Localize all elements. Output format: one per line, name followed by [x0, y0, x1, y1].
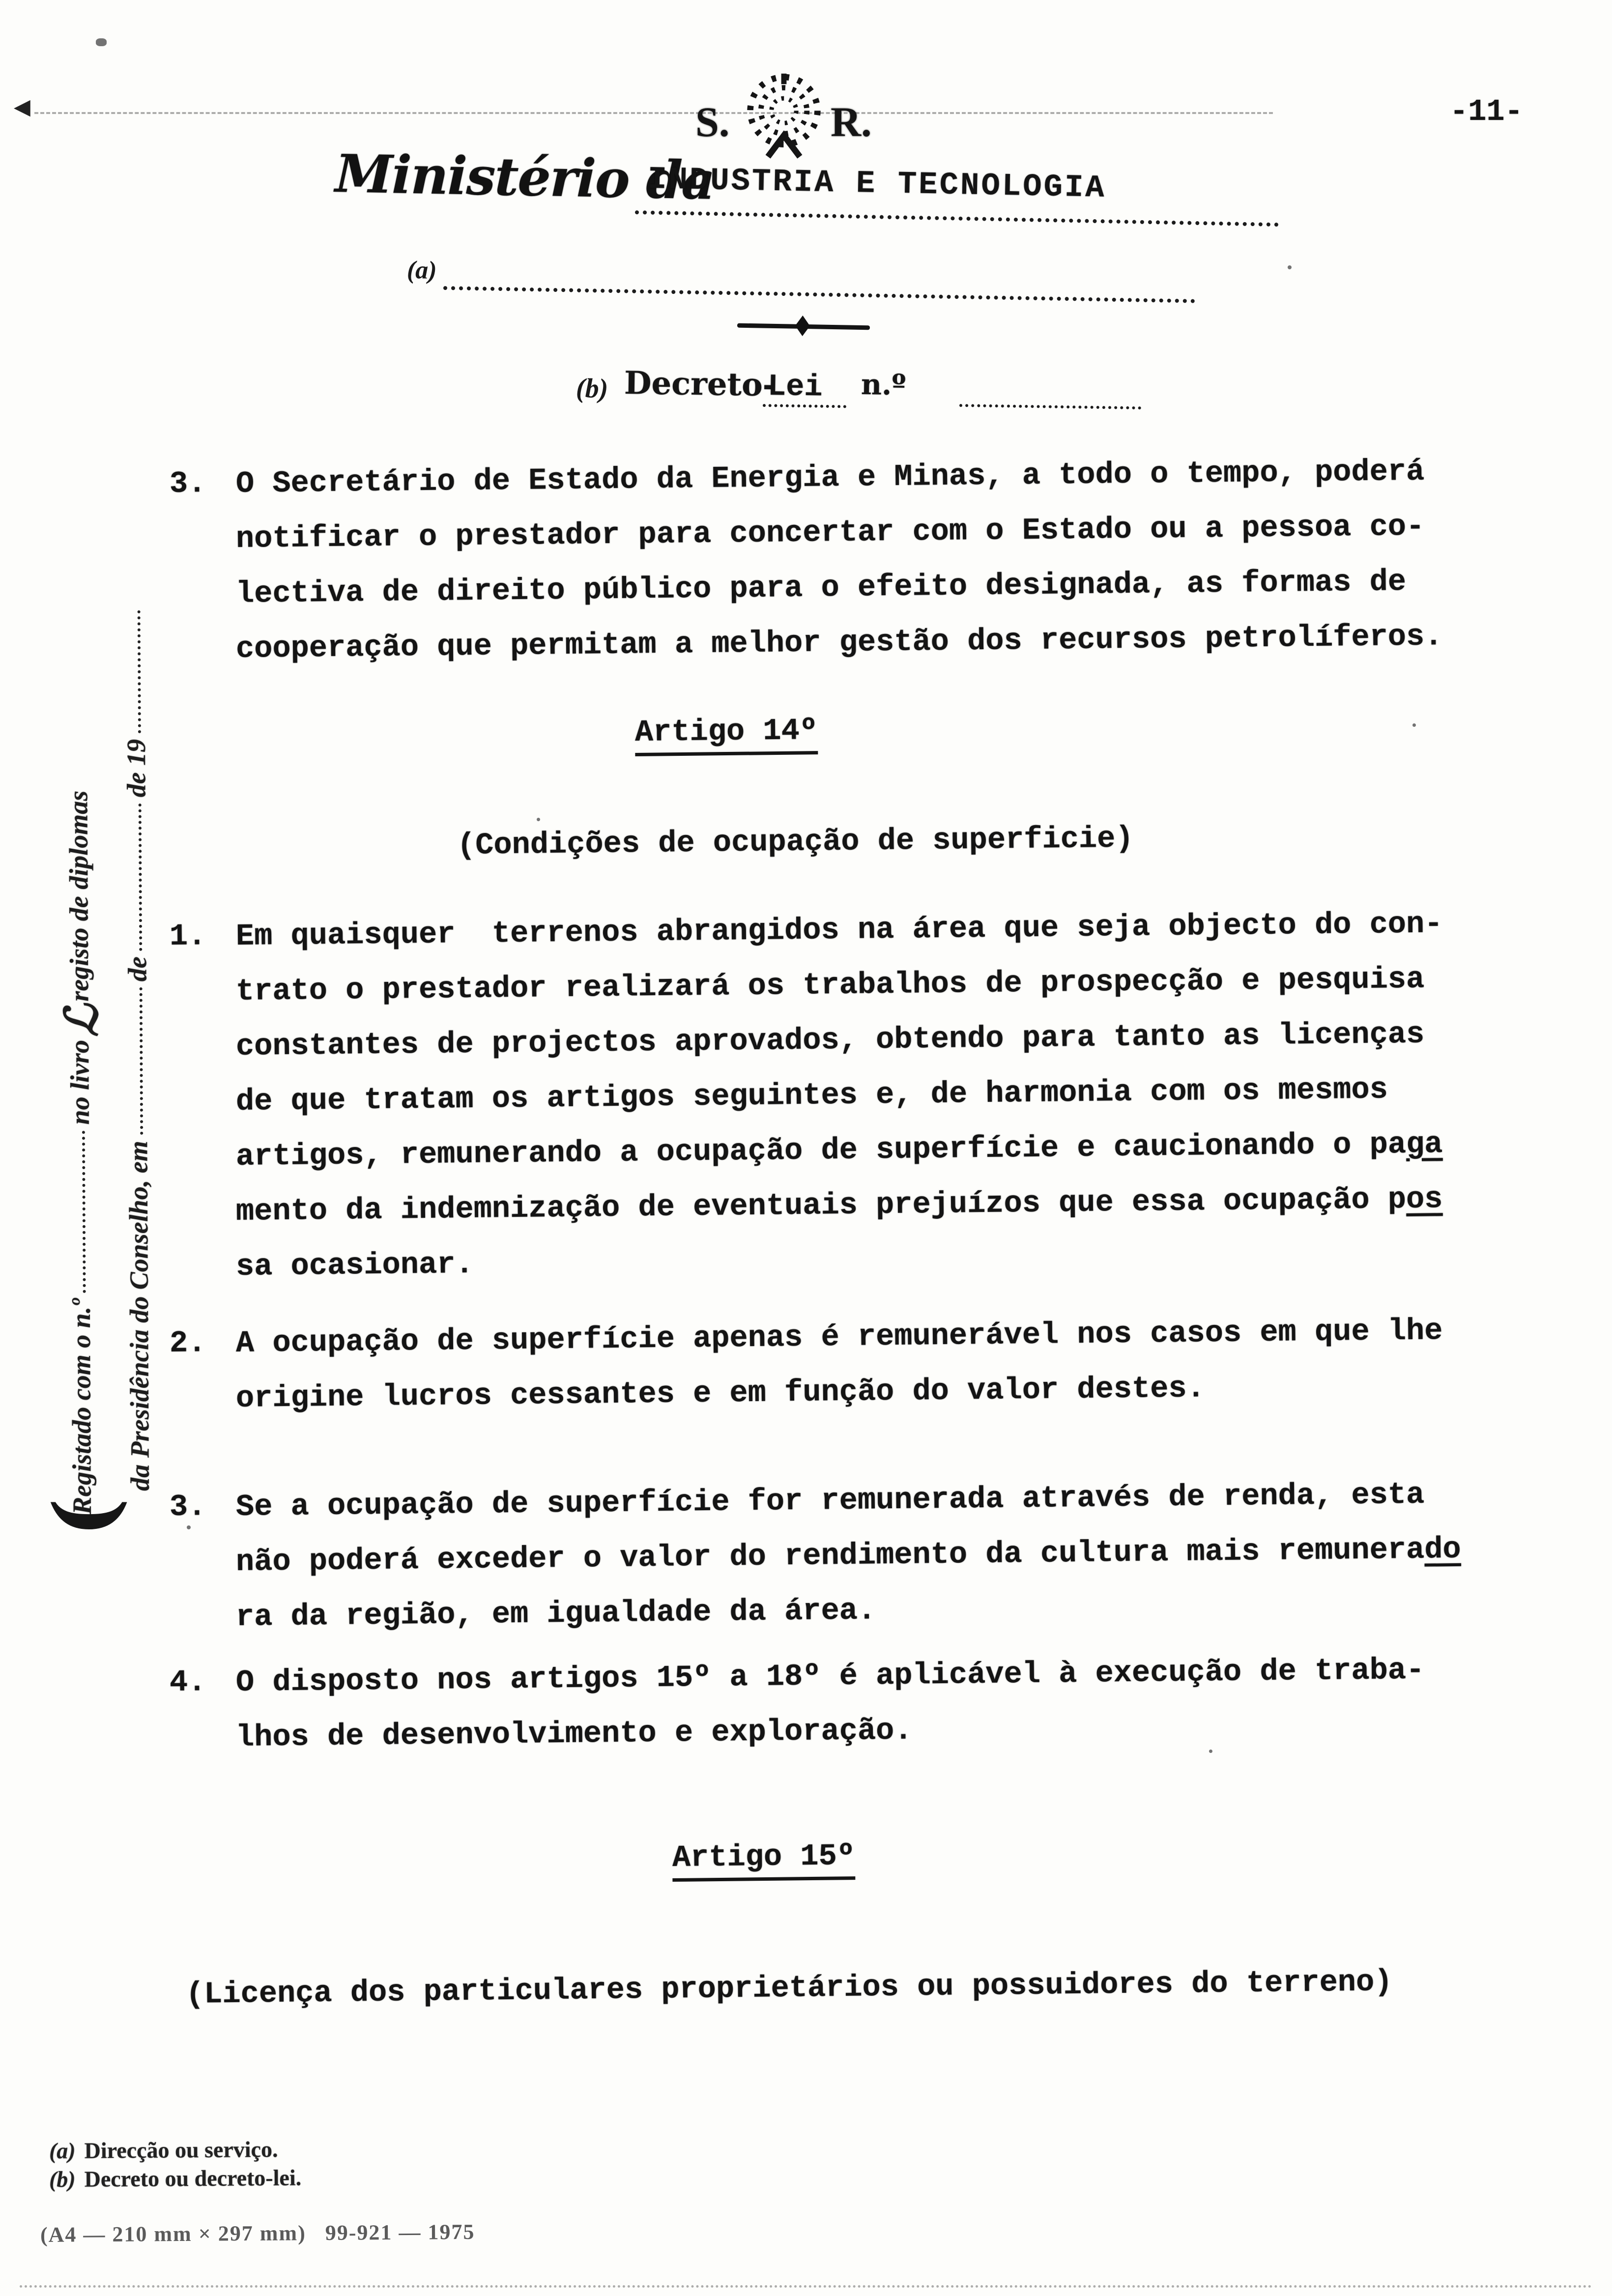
decree-typed-dots [763, 404, 846, 408]
print-code: (A4 — 210 mm × 297 mm) 99-921 — 1975 [40, 2219, 475, 2247]
body-line: mento da indemnização de eventuais prejuízos que essa ocupação pos [235, 1181, 1443, 1229]
hyphen-underline: os [1406, 1181, 1443, 1217]
body-line: ra da região, em igualdade da área. [235, 1593, 876, 1635]
body-line: Em quaisquer terrenos abrangidos na área que seja objecto do con- [235, 906, 1443, 954]
scan-arrow-mark: ◀ [14, 95, 30, 119]
footnote-b: (b) Decreto ou decreto-lei. [49, 2165, 302, 2192]
body-line: cooperação que permitam a melhor gestão dos recursos petrolíferos. [235, 619, 1443, 666]
para-number: 3. [169, 1489, 206, 1524]
field-a-dotted-line [443, 286, 1195, 303]
page-number: -11- [1450, 94, 1523, 129]
footnote-b-label: (b) [49, 2166, 76, 2192]
swash-mark: ℒ [57, 1004, 107, 1037]
ministry-script-title: Ministério da [334, 143, 715, 211]
ink-speck [96, 38, 107, 46]
decree-number-dots [959, 404, 1141, 409]
body-line: A ocupação de superfície apenas é remunerável nos casos em que lhe [235, 1313, 1443, 1361]
siglum-r: R. [831, 98, 872, 145]
scan-dash-line [34, 112, 1273, 114]
ministry-typed-name: INDUSTRIA E TECNOLOGIA [647, 162, 1107, 206]
body-line: de que tratam os artigos seguintes e, de harmonia com os mesmos [235, 1072, 1388, 1119]
margin-registry-line-inner: da Presidência do Conselho, emdede 19 [121, 604, 155, 1491]
para-number: 1. [169, 918, 206, 954]
para-number: 3. [169, 466, 206, 501]
article-14-heading: Artigo 14º [635, 716, 818, 756]
body-line: lectiva de direito público para o efeito designada, as formas de [235, 564, 1407, 611]
scan-edge-dots [20, 2285, 1592, 2288]
body-line: trato o prestador realizará os trabalhos de prospecção e pesquisa [235, 961, 1425, 1009]
body-line: constantes de projectos aprovados, obtendo para tanto as licenças [235, 1016, 1425, 1064]
para-number: 4. [169, 1665, 206, 1700]
article-15-subtitle: (Licença dos particulares proprietários ou possuidores do terreno) [185, 1964, 1393, 2012]
article-14-subtitle: (Condições de ocupação de superficie) [457, 821, 1134, 863]
dotted-blank [82, 1131, 86, 1293]
diamond-separator [737, 317, 870, 335]
para-number: 2. [169, 1325, 206, 1361]
footnote-a: (a) Direcção ou serviço. [49, 2136, 278, 2163]
decree-typed-text: Lei [767, 369, 823, 405]
body-line: notificar o prestador para concertar com o Estado ou a pessoa co- [235, 509, 1425, 556]
hyphen-underline: ga [1406, 1126, 1443, 1162]
body-line: artigos, remunerando a ocupação de superfície e caucionando o paga [235, 1126, 1443, 1174]
body-line: lhos de desenvolvimento e exploração. [235, 1713, 913, 1755]
field-b-label: (b) [576, 373, 608, 404]
footnote-a-label: (a) [49, 2138, 76, 2163]
body-line: origine lucros cessantes e em função do valor destes. [235, 1371, 1206, 1416]
ink-speck [537, 818, 540, 821]
field-a-label: (a) [406, 256, 437, 285]
body-line: O disposto nos artigos 15º a 18º é aplicável à execução de traba- [235, 1652, 1425, 1700]
margin-bracket: ( [36, 1497, 134, 1537]
dotted-blank [139, 803, 143, 950]
body-line: sa ocasionar. [235, 1246, 474, 1284]
decree-printed-text: Decreto- [624, 365, 776, 404]
hyphen-underline: do [1424, 1531, 1462, 1567]
dotted-blank [140, 987, 144, 1135]
article-15-heading: Artigo 15º [672, 1841, 856, 1882]
body-line: O Secretário de Estado da Energia e Minas, a todo o tempo, poderá [235, 454, 1425, 501]
decree-number-label: n.º [861, 368, 906, 402]
ink-speck [187, 1525, 191, 1529]
body-line: Se a ocupação de superfície for remunerada através de renda, esta [235, 1477, 1425, 1524]
siglum-s: S. [695, 98, 730, 145]
dotted-blank [138, 610, 141, 733]
body-line: não poderá exceder o valor do rendimento da cultura mais remunerado [235, 1531, 1462, 1579]
ink-speck [1412, 723, 1416, 727]
ink-speck [1209, 1750, 1212, 1753]
ink-speck [1288, 265, 1292, 269]
ministry-dotted-line [635, 210, 1279, 227]
margin-registry-line-outer: Registado com o n.ºno livroℒregisto de diplomas [57, 790, 107, 1515]
state-emblem-icon [740, 66, 828, 162]
